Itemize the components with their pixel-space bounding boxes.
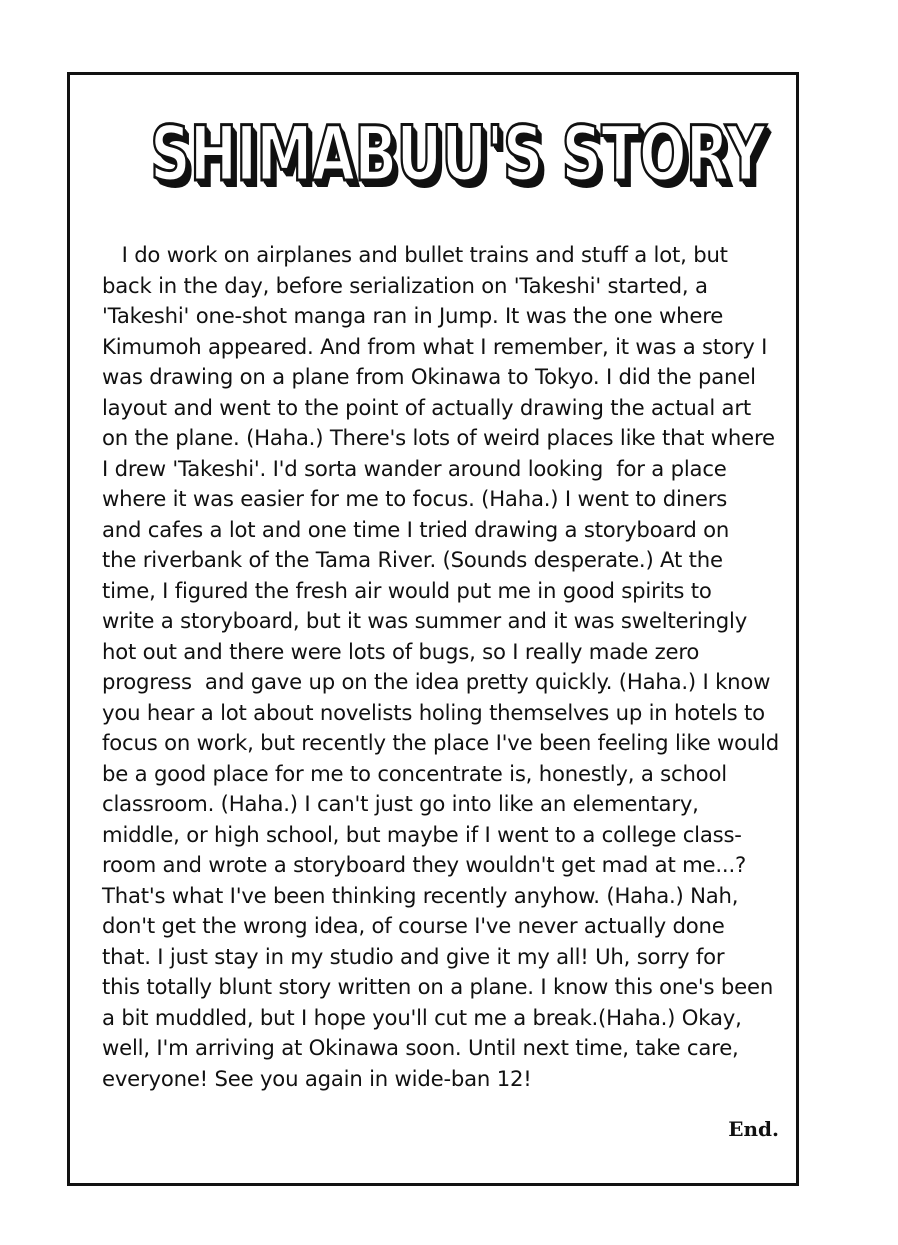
story-line: room and wrote a storyboard they wouldn't get mad at me...?	[102, 852, 747, 877]
story-line: this totally blunt story written on a plane. I know this one's been	[102, 974, 774, 999]
story-line: well, I'm arriving at Okinawa soon. Until next time, take care,	[102, 1035, 739, 1060]
end-mark: End.	[728, 1117, 779, 1141]
story-line: classroom. (Haha.) I can't just go into like an elementary,	[102, 791, 699, 816]
page-title: SHIMABUU'S STORY	[150, 109, 766, 198]
story-line: that. I just stay in my studio and give it my all! Uh, sorry for	[102, 943, 725, 969]
story-line: back in the day, before serialization on 'Takeshi' started, a	[102, 272, 708, 298]
story-line: I do work on airplanes and bullet trains and stuff a lot, but	[102, 242, 728, 267]
chapter-number: 3	[848, 127, 881, 181]
story-line: focus on work, but recently the place I've been feeling like would	[102, 730, 780, 755]
story-line: was drawing on a plane from Okinawa to Tokyo. I did the panel	[102, 364, 756, 389]
story-line: time, I figured the fresh air would put me in good spirits to	[102, 577, 712, 603]
story-line: layout and went to the point of actually drawing the actual art	[102, 394, 751, 420]
story-line: and cafes a lot and one time I tried drawing a storyboard on	[102, 516, 730, 542]
story-line: That's what I've been thinking recently anyhow. (Haha.) Nah,	[102, 882, 739, 908]
story-line: where it was easier for me to focus. (Haha.) I went to diners	[102, 486, 728, 511]
story-line: Kimumoh appeared. And from what I remember, it was a story I	[102, 333, 768, 359]
story-text	[102, 240, 792, 1094]
story-line: be a good place for me to concentrate is, honestly, a school	[102, 760, 727, 786]
story-line: I drew 'Takeshi'. I'd sorta wander around looking for a place	[102, 455, 727, 481]
story-line: hot out and there were lots of bugs, so I really made zero	[102, 638, 700, 664]
story-line: on the plane. (Haha.) There's lots of weird places like that where	[102, 425, 775, 450]
story-line: middle, or high school, but maybe if I went to a college class-	[102, 821, 742, 847]
page-border-frame	[67, 72, 881, 1186]
chapter-number-ring	[832, 121, 898, 187]
story-line: the riverbank of the Tama River. (Sounds desperate.) At the	[102, 547, 723, 572]
story-line: a bit muddled, but I hope you'll cut me a break.(Haha.) Okay,	[102, 1004, 742, 1030]
story-line: 'Takeshi' one-shot manga ran in Jump. It was the one where	[102, 303, 724, 328]
story-line: progress and gave up on the idea pretty quickly. (Haha.) I know	[102, 669, 771, 694]
story-line: write a storyboard, but it was summer and it was swelteringly	[102, 608, 748, 633]
story-line: don't get the wrong idea, of course I've never actually done	[102, 913, 725, 938]
story-line: you hear a lot about novelists holing themselves up in hotels to	[102, 699, 765, 725]
story-line: everyone! See you again in wide-ban 12!	[102, 1065, 532, 1091]
title-block	[70, 109, 881, 198]
